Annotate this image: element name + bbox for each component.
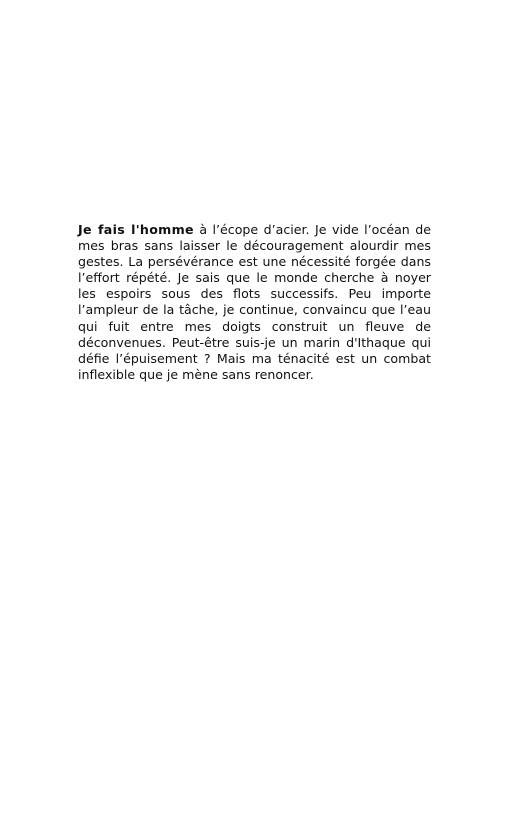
body-paragraph [78,222,431,383]
paragraph-text: à l’écope d’acier. Je vide l’océan de mes bras sans laisser le découragement alourdir mes gestes. La persévérance est une nécessité forgée dans l’effort répété. Je sais que le monde cherche à noyer les espoirs sous des flots successifs. Peu importe l’ampleur de la tâche, je continue, convaincu que l’eau qui fuit entre mes doigts construit un fleuve de déconvenues. Peut-être suis-je un marin d'Ithaque qui défie l’épuisement ? Mais ma ténacité est un combat inflexible que je mène sans renoncer. [78,222,431,382]
lead-phrase: Je fais l'homme [78,222,194,237]
